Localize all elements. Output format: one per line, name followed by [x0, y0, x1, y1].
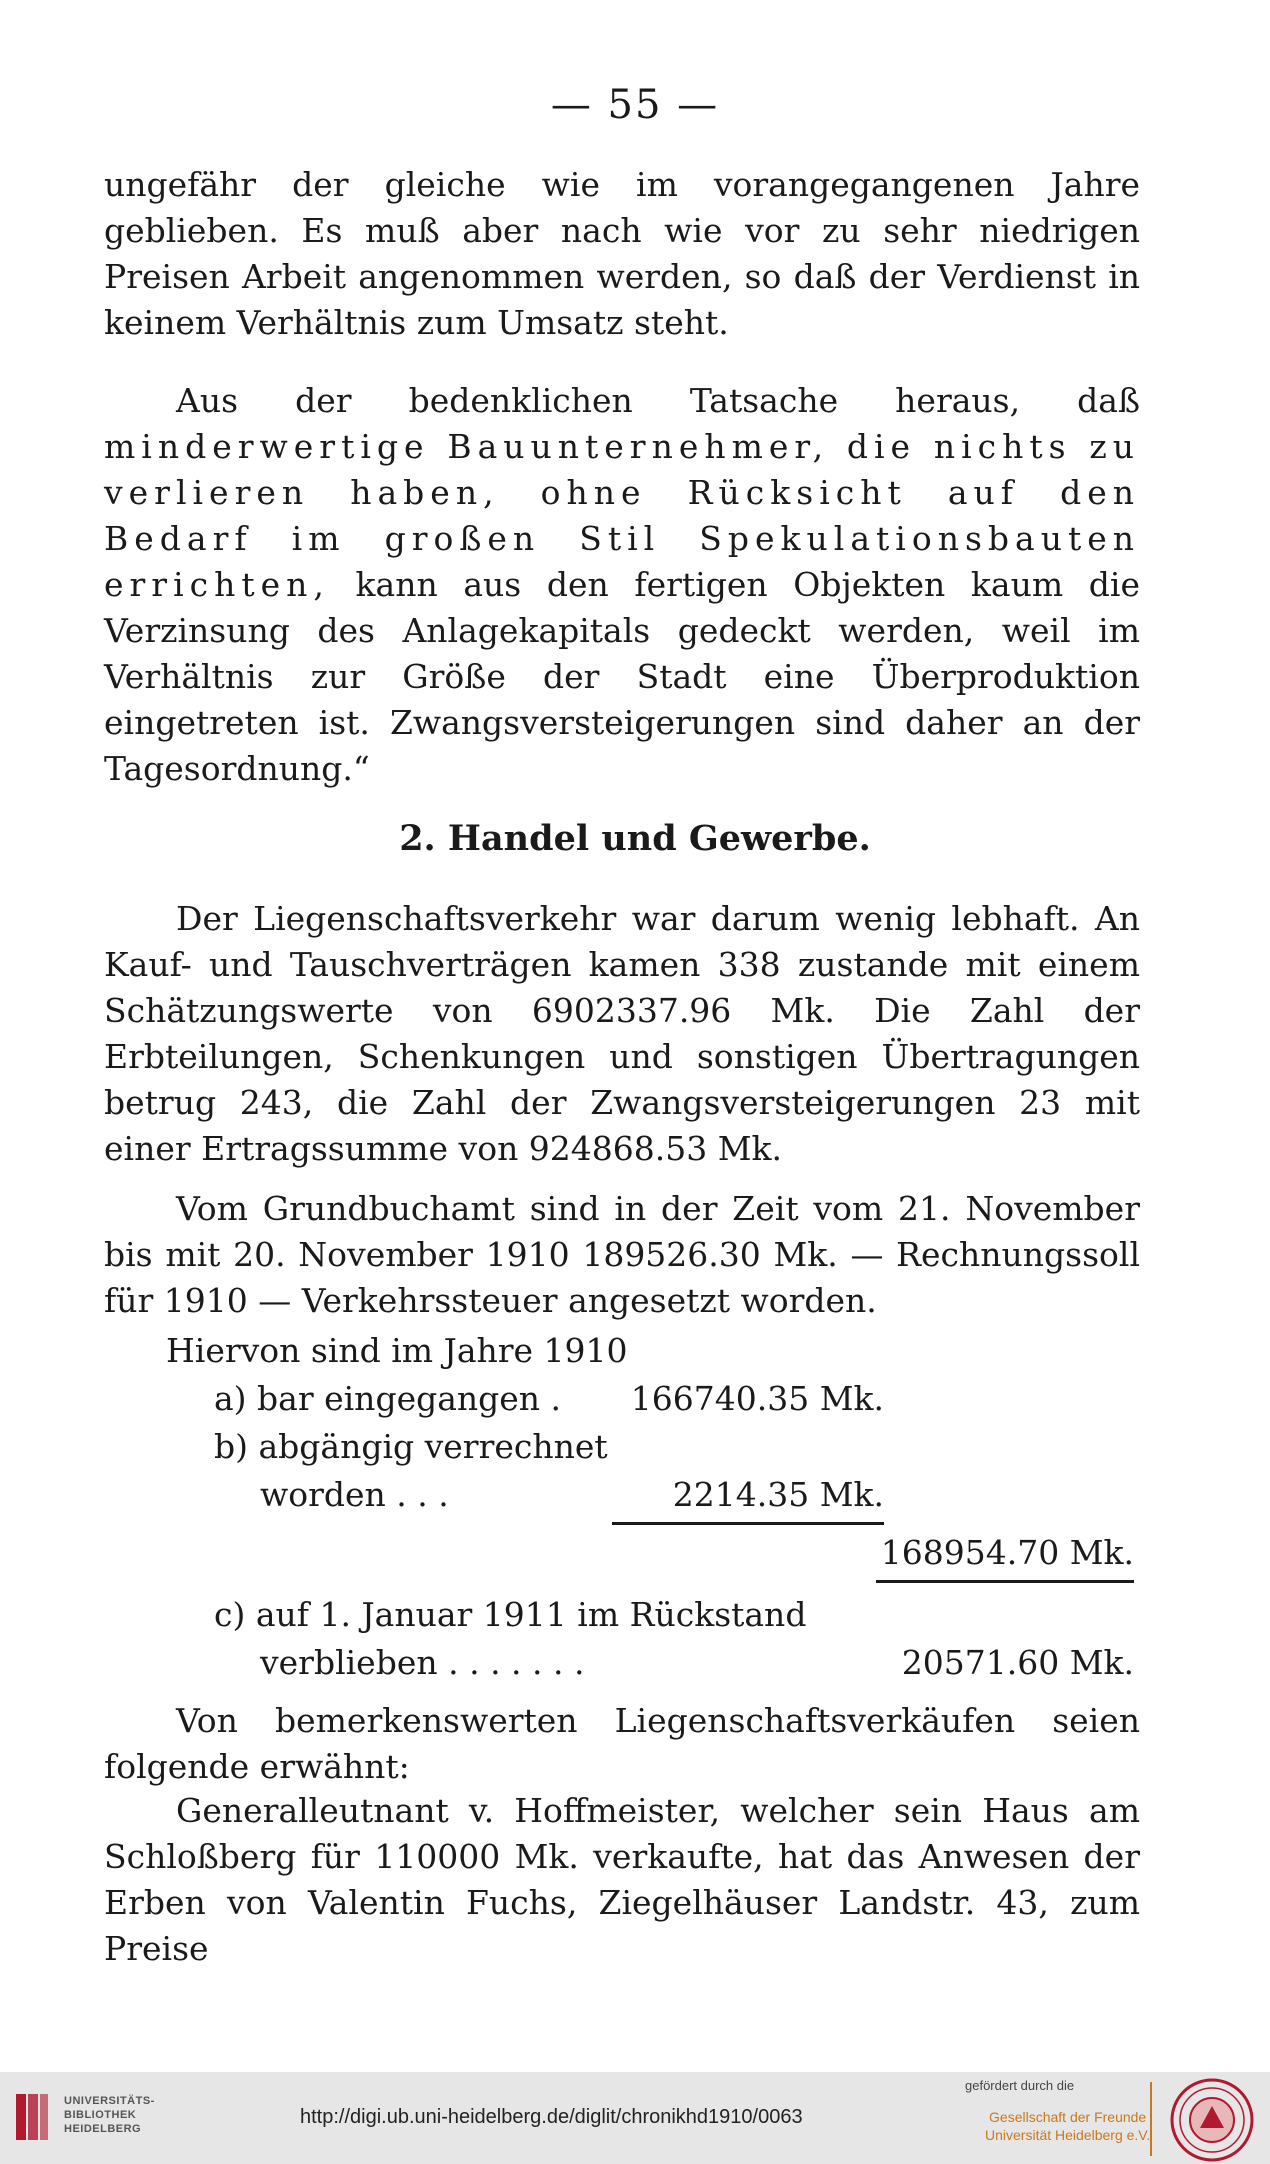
- calc-c-label-1: c) auf 1. Januar 1911 im Rückstand: [214, 1595, 807, 1634]
- page-number: — 55 —: [550, 82, 720, 128]
- calc-a-label: a) bar eingegangen .: [214, 1379, 562, 1418]
- section-heading: 2. Handel und Gewerbe.: [399, 818, 871, 859]
- sponsor-name: Gesellschaft der Freunde Universität Heidelberg e.V.: [985, 2109, 1151, 2143]
- calc-subtotal: 168954.70 Mk.: [880, 1533, 1134, 1572]
- university-seal-icon: [1170, 2078, 1254, 2162]
- calc-b-label-1: b) abgängig verrechnet: [214, 1427, 608, 1466]
- calc-row-b2: [104, 1472, 1140, 1518]
- sum-rule-2: [876, 1580, 1134, 1583]
- sponsor-label: gefördert durch die: [965, 2078, 1075, 2093]
- paragraph-6: Generalleutnant v. Hoffmeister, welcher sein Haus am Schloßberg für 110000 Mk. verkaufte, hat das Anwesen der Erben von Valentin Fuchs, Ziegelhäuser Landstr. 43, zum Preise: [104, 1791, 1140, 1968]
- library-name: UNIVERSITÄTS- BIBLIOTHEK HEIDELBERG: [64, 2095, 155, 2135]
- paragraph-2-rest: kann aus den fertigen Objekten kaum die Verzinsung des Anlagekapitals gedeckt werden, weil im Verhältnis zur Größe der Stadt eine Überproduktion eingetreten ist. Zwangsversteigerungen sind daher an der Tagesordnung.“: [104, 565, 1140, 788]
- calc-b-value: 2214.35 Mk.: [672, 1475, 884, 1514]
- paragraph-2: [104, 378, 1140, 792]
- library-logo-icon: [14, 2092, 50, 2142]
- paragraph-4: Vom Grundbuchamt sind in der Zeit vom 21. November bis mit 20. November 1910 189526.30 Mk. — Rechnungssoll für 1910 — Verkehrssteuer angesetzt worden.: [104, 1189, 1140, 1320]
- sponsor-divider: [1150, 2082, 1152, 2156]
- paragraph-1: ungefähr der gleiche wie im vorangegangenen Jahre geblieben. Es muß aber nach wie vor zu sehr niedrigen Preisen Arbeit angenommen werden, so daß der Verdienst in keinem Verhältnis zum Umsatz steht.: [104, 165, 1140, 342]
- calc-row-c1: [104, 1592, 1140, 1638]
- paragraph-5: Von bemerkenswerten Liegenschaftsverkäufen seien folgende erwähnt:: [104, 1701, 1140, 1786]
- calc-intro-row: [104, 1328, 1140, 1374]
- calc-b-label-2: worden . . .: [260, 1475, 449, 1514]
- calc-c-value: 20571.60 Mk.: [901, 1643, 1134, 1682]
- source-url-link[interactable]: http://digi.ub.uni-heidelberg.de/diglit/chronikhd1910/0063: [300, 2106, 803, 2128]
- calc-row-subtotal: [104, 1530, 1140, 1576]
- paragraph-2-lead: Aus der bedenklichen Tatsache heraus, daß: [176, 381, 1140, 420]
- calc-intro: Hiervon sind im Jahre 1910: [166, 1331, 628, 1370]
- calc-c-label-2: verblieben . . . . . . .: [260, 1643, 585, 1682]
- sum-rule-1: [612, 1522, 884, 1525]
- paragraph-2-emphasis: minderwertige Bauunternehmer, die nichts zu verlieren haben, ohne Rücksicht auf den Bedarf im großen Stil Spekulationsbauten errichten,: [104, 427, 1140, 604]
- paragraph-3: Der Liegenschaftsverkehr war darum wenig lebhaft. An Kauf- und Tauschverträgen kamen 338 zustande mit einem Schätzungswerte von 6902337.96 Mk. Die Zahl der Erbteilungen, Schenkungen und sonstigen Übertragungen betrug 243, die Zahl der Zwangsversteigerungen 23 mit einer Ertragssumme von 924868.53 Mk.: [104, 899, 1140, 1168]
- footer-bar: [0, 2072, 1270, 2164]
- calc-a-value: 166740.35 Mk.: [630, 1379, 884, 1418]
- calc-row-b1: [104, 1424, 1140, 1470]
- calc-row-c2: [104, 1640, 1140, 1686]
- calc-row-a: [104, 1376, 1140, 1422]
